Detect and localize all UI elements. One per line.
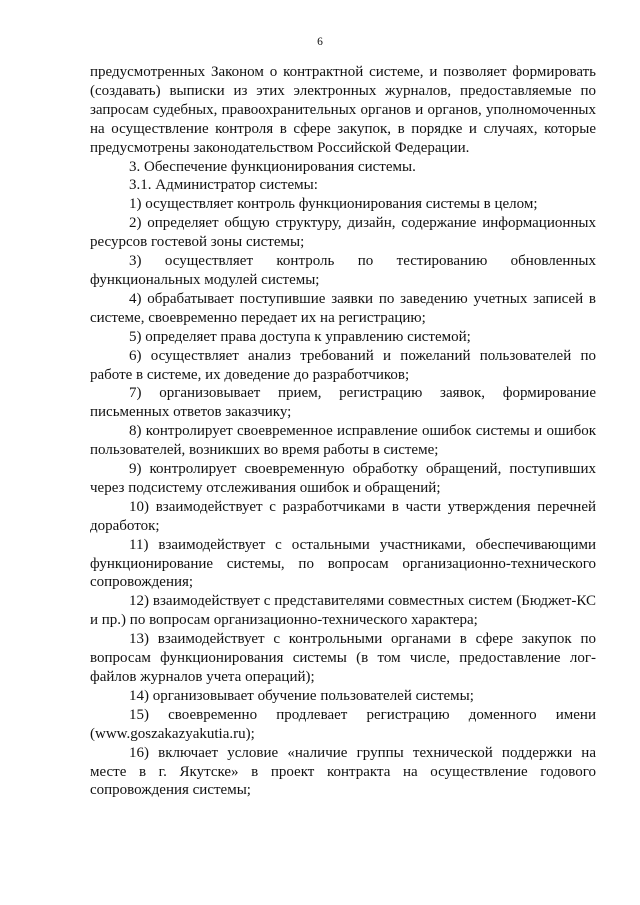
list-item-1: 1) осуществляет контроль функционирования системы в целом; bbox=[129, 196, 538, 213]
paragraph-continuation: предусмотренных Законом о контрактной системе, и позволяет формировать (создавать) выписки из этих электронных журналов, предоставляемые по запросам судебных, правоохранительных органов и органов, уполномоченных на осуществление контроля в сфере закупок, в порядке и случаях, которые предусмотрены законодательством Российской Федерации. bbox=[90, 64, 596, 156]
list-item-15: 15) своевременно продлевает регистрацию доменного имени (www.goszakazyakutia.ru); bbox=[90, 706, 596, 742]
list-item-5: 5) определяет права доступа к управлению системой; bbox=[129, 328, 471, 345]
list-item-14: 14) организовывает обучение пользователей системы; bbox=[129, 687, 474, 704]
list-item-12: 12) взаимодействует с представителями совместных систем (Бюджет-КС и пр.) по вопросам организационно-технического характера; bbox=[90, 593, 596, 629]
page-number: 6 bbox=[317, 36, 323, 48]
list-item-8: 8) контролирует своевременное исправление ошибок системы и ошибок пользователей, возникших во время работы в системе; bbox=[90, 423, 596, 459]
list-item-10: 10) взаимодействует с разработчиками в части утверждения перечней доработок; bbox=[90, 498, 596, 534]
list-item-2: 2) определяет общую структуру, дизайн, содержание информационных ресурсов гостевой зоны системы; bbox=[90, 215, 596, 251]
list-item-4: 4) обрабатывает поступившие заявки по заведению учетных записей в системе, своевременно передает их на регистрацию; bbox=[90, 290, 596, 326]
list-item-3: 3) осуществляет контроль по тестированию обновленных функциональных модулей системы; bbox=[90, 253, 596, 288]
list-item-7: 7) организовывает прием, регистрацию заявок, формирование письменных ответов заказчику; bbox=[90, 385, 596, 421]
section-heading-3: 3. Обеспечение функционирования системы. bbox=[129, 158, 416, 175]
list-item-13: 13) взаимодействует с контрольными органами в сфере закупок по вопросам функционирования системы (в том числе, предоставление лог-файлов журналов учета операций); bbox=[90, 631, 596, 685]
list-item-9: 9) контролирует своевременную обработку обращений, поступивших через подсистему отслеживания ошибок и обращений; bbox=[90, 461, 596, 496]
document-body bbox=[90, 63, 596, 800]
list-item-16: 16) включает условие «наличие группы технической поддержки на месте в г. Якутске» в проект контракта на осуществление годового сопровождения системы; bbox=[90, 744, 596, 799]
list-item-6: 6) осуществляет анализ требований и пожеланий пользователей по работе в системе, их доведение до разработчиков; bbox=[90, 347, 596, 383]
list-item-11: 11) взаимодействует с остальными участниками, обеспечивающими функционирование системы, по вопросам организационно-технического сопровождения; bbox=[90, 536, 596, 591]
subsection-heading-3-1: 3.1. Администратор системы: bbox=[129, 177, 318, 194]
